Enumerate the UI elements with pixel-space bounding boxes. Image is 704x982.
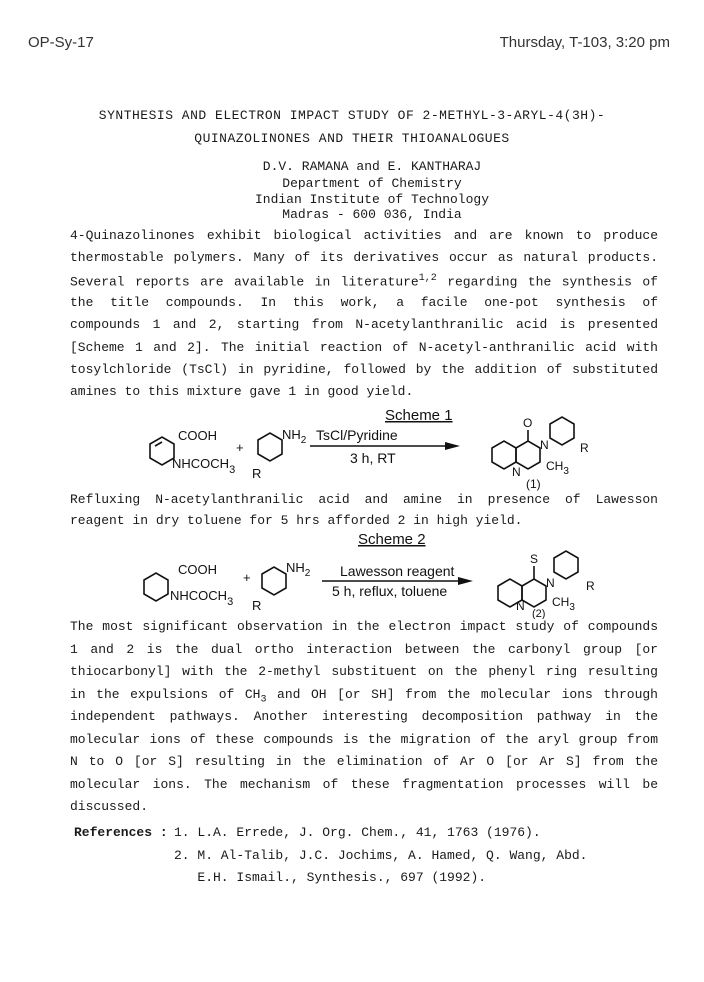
nitrogen-label: N <box>512 465 521 479</box>
nitrogen-label: N <box>546 576 555 590</box>
reference-2-cont: E.H. Ismail., Synthesis., 697 (1992). <box>174 870 487 885</box>
compound-label: (1) <box>526 477 541 491</box>
text-line: amines to this mixture gave 1 in good yield. <box>70 384 414 400</box>
text-line: independent pathways. Another interesting decomposition pathway in the <box>70 709 658 724</box>
plus-sign: + <box>243 570 251 585</box>
nitrogen-label: N <box>540 438 549 452</box>
reagent-label: Lawesson reagent <box>340 563 455 579</box>
cooh-label: COOH <box>178 562 217 577</box>
city: Madras - 600 036, India <box>282 207 462 222</box>
text-run: in the expulsions of CH <box>70 686 261 702</box>
text-line: the title compounds. In this work, a facile one-pot synthesis of <box>70 294 658 310</box>
reference-1: 1. L.A. Errede, J. Org. Chem., 41, 1763 (1976). <box>174 825 541 840</box>
scheme-title: Scheme 1 <box>385 407 453 424</box>
scheme-1 <box>140 402 610 492</box>
r-group-label: R <box>580 441 589 455</box>
oxygen-label: O <box>523 416 533 430</box>
methyl-label: $CH_3$ <box>546 459 569 477</box>
text-line: discussed. <box>70 799 149 814</box>
session-time: Thursday, T-103, 3:20 pm <box>499 34 670 51</box>
text-line <box>70 273 658 289</box>
arrow-head-icon <box>445 442 460 450</box>
text-line: thiocarbonyl] with the 2-methyl substituent on the phenyl ring resulting <box>70 664 658 679</box>
text-line: Refluxing N-acetylanthranilic acid and amine in presence of Lawesson <box>70 492 658 507</box>
text-line: molecular ions. The mechanism of these fragmentation processes will be <box>70 776 658 792</box>
references-label: References : <box>74 825 168 840</box>
text-run: 3 <box>260 694 267 706</box>
benzene-ring-icon <box>150 437 174 465</box>
title-line-2: QUINAZOLINONES AND THEIR THIOANALOGUES <box>194 131 510 146</box>
r-group-label: R <box>586 579 595 593</box>
aniline-ring-icon <box>258 433 282 461</box>
methyl-label: $CH_3$ <box>552 595 575 613</box>
aniline-ring-icon <box>262 567 286 595</box>
title-line-1: SYNTHESIS AND ELECTRON IMPACT STUDY OF 2-METHYL-3-ARYL-4(3H)- <box>98 108 606 123</box>
amine-label: $NH_2$ <box>286 560 311 579</box>
text-line <box>70 687 658 706</box>
text-run: Several reports are available in literature <box>70 273 419 289</box>
text-line: 4-Quinazolinones exhibit biological activities and are known to produce <box>70 228 658 243</box>
compound-label: (2) <box>532 608 546 619</box>
scheme-2 <box>140 530 620 619</box>
text-run: 1,2 <box>418 272 437 284</box>
text-run: regarding the synthesis of <box>436 273 658 289</box>
reference-2: 2. M. Al-Talib, J.C. Jochims, A. Hamed, Q. Wang, Abd. <box>174 848 588 863</box>
text-line: [Scheme 1 and 2]. The initial reaction of N-acetyl-anthranilic acid with <box>70 339 658 355</box>
sulfur-label: S <box>530 552 539 566</box>
reagent-label: TsCl/Pyridine <box>316 427 398 443</box>
r-group-label: R <box>252 598 262 613</box>
text-line: molecular ions of these compounds is the migration of the aryl group from <box>70 731 658 747</box>
plus-sign: + <box>236 440 244 455</box>
authors: D.V. RAMANA and E. KANTHARAJ <box>262 159 482 174</box>
text-line: reagent in dry toluene for 5 hrs afforded 2 in high yield. <box>70 513 523 528</box>
conditions-label: 3 h, RT <box>350 450 396 466</box>
text-line: The most significant observation in the electron impact study of compounds <box>70 619 658 634</box>
amine-label: $NH_2$ <box>282 427 307 446</box>
amide-label: $NHCOCH_3$ <box>172 456 236 476</box>
text-line: compounds 1 and 2, starting from N-acetylanthranilic acid is presented <box>70 317 658 333</box>
amide-label: $NHCOCH_3$ <box>170 588 234 608</box>
institute: Indian Institute of Technology <box>254 192 490 207</box>
text-run: and OH [or SH] from the molecular ions through <box>266 686 658 702</box>
cooh-label: COOH <box>178 428 217 443</box>
r-group-label: R <box>252 466 262 481</box>
text-line: thermostable polymers. Many of its derivatives occur as natural products. <box>70 250 658 266</box>
text-line: 1 and 2 is the dual ortho interaction between the carbonyl group [or <box>70 641 658 657</box>
text-line: tosylchloride (TsCl) in pyridine, followed by the addition of substituted <box>70 361 658 377</box>
conditions-label: 5 h, reflux, toluene <box>332 583 448 599</box>
department: Department of Chemistry <box>282 176 462 191</box>
benzene-ring-icon <box>144 573 168 601</box>
session-code: OP-Sy-17 <box>28 34 94 51</box>
text-line: N to O [or S] resulting in the elimination of Ar O [or Ar S] from the <box>70 754 658 769</box>
scheme-title: Scheme 2 <box>358 531 426 548</box>
nitrogen-label: N <box>516 599 525 613</box>
arrow-head-icon <box>458 577 473 585</box>
